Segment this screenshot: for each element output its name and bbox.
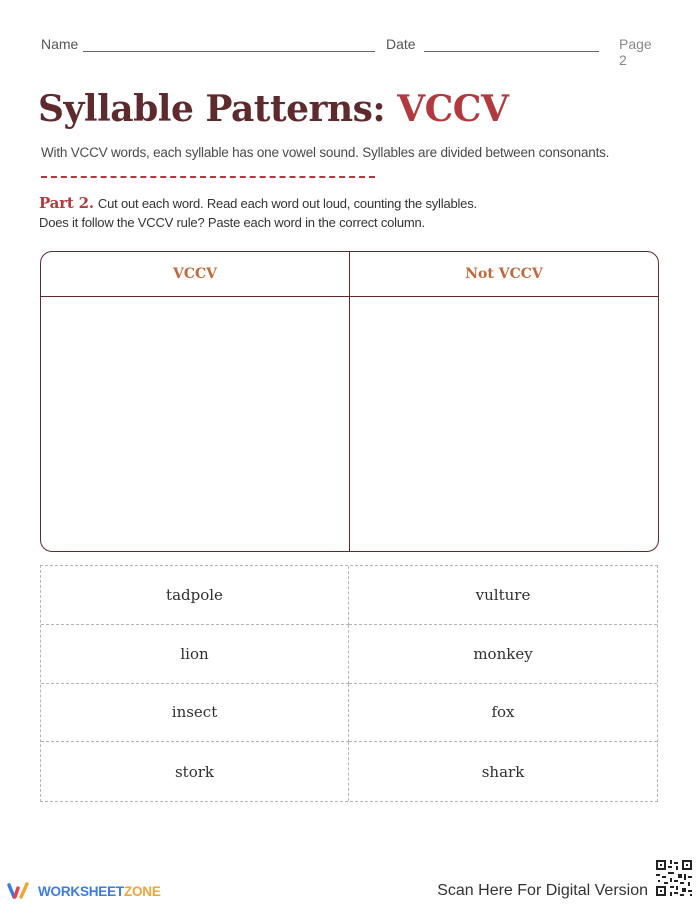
title-accent: VCCV xyxy=(397,88,509,130)
instruction-line-2: Does it follow the VCCV rule? Paste each word in the correct column. xyxy=(39,215,425,230)
instruction-line-1: Cut out each word. Read each word out loud, counting the syllables. xyxy=(97,196,477,211)
word-card[interactable]: stork xyxy=(41,742,349,801)
word-card[interactable]: tadpole xyxy=(41,566,349,625)
brand-worksheet: WORKSHEET xyxy=(38,883,124,899)
column-not-vccv xyxy=(350,252,658,551)
paste-area-vccv[interactable] xyxy=(41,297,349,551)
column-header-vccv: VCCV xyxy=(41,252,349,297)
sort-table xyxy=(40,251,659,552)
word-card[interactable]: fox xyxy=(349,684,657,743)
page-number: Page 2 xyxy=(619,36,652,68)
column-vccv xyxy=(41,252,350,551)
name-field[interactable] xyxy=(83,51,375,52)
paste-area-not-vccv[interactable] xyxy=(350,297,658,551)
word-card[interactable]: lion xyxy=(41,625,349,684)
brand-zone: ZONE xyxy=(123,883,161,899)
word-card[interactable]: insect xyxy=(41,684,349,743)
column-header-not-vccv: Not VCCV xyxy=(350,252,658,297)
word-card[interactable]: monkey xyxy=(349,625,657,684)
subtitle: With VCCV words, each syllable has one vowel sound. Syllables are divided between consonants. xyxy=(41,145,610,160)
instructions xyxy=(39,194,477,232)
cut-out-words xyxy=(40,565,658,802)
date-label: Date xyxy=(386,36,416,52)
word-card[interactable]: vulture xyxy=(349,566,657,625)
page-title xyxy=(38,88,508,130)
title-main: Syllable Patterns: xyxy=(38,88,398,130)
part-label: Part 2. xyxy=(39,194,94,212)
qr-code-icon[interactable] xyxy=(654,858,694,898)
header-row xyxy=(41,36,661,68)
date-field[interactable] xyxy=(424,51,599,52)
name-label: Name xyxy=(41,36,79,52)
scan-text: Scan Here For Digital Version xyxy=(437,882,648,899)
word-card[interactable]: shark xyxy=(481,762,525,781)
worksheetzone-logo[interactable] xyxy=(7,882,161,900)
wz-logo-icon xyxy=(7,882,33,900)
dashed-divider xyxy=(41,176,375,178)
